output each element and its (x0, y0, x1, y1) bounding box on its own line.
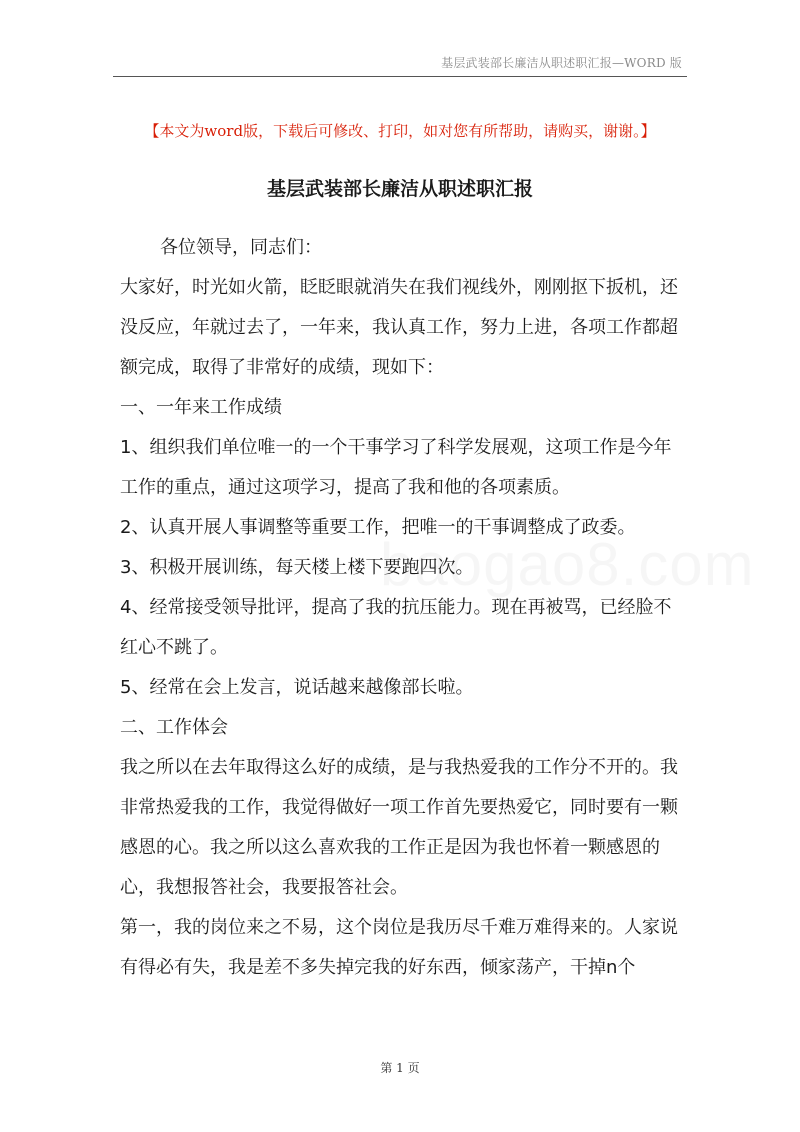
section-heading: 一、一年来工作成绩 (120, 397, 282, 418)
paragraph: 大家好，时光如火箭，眨眨眼就消失在我们视线外，刚刚抠下扳机，还没反应，年就过去了，一年来，我认真工作，努力上进，各项工作都超额完成，取得了非常好的成绩，现如下： (120, 277, 678, 378)
list-item: 1、组织我们单位唯一的一个干事学习了科学发展观，这项工作是今年工作的重点，通过这项学习，提高了我和他的各项素质。 (120, 437, 672, 498)
list-item: 4、经常接受领导批评，提高了我的抗压能力。现在再被骂，已经脸不红心不跳了。 (120, 597, 672, 658)
salutation: 各位领导，同志们： (160, 237, 322, 258)
purchase-notice: 【本文为word版，下载后可修改、打印，如对您有所帮助，请购买，谢谢。】 (144, 122, 656, 140)
header-divider (113, 76, 687, 77)
list-item: 5、经常在会上发言，说话越来越像部长啦。 (120, 677, 474, 698)
paragraph: 第一，我的岗位来之不易，这个岗位是我历尽千难万难得来的。人家说有得必有失，我是差不多失掉完我的好东西，倾家荡产，干掉n个 (120, 917, 678, 978)
list-item: 3、积极开展训练，每天楼上楼下要跑四次。 (120, 557, 474, 578)
running-header: 基层武装部长廉洁从职述职汇报—WORD 版 (441, 56, 682, 70)
document-title: 基层武装部长廉洁从职述职汇报 (266, 178, 533, 200)
document-body (120, 228, 682, 988)
list-item: 2、认真开展人事调整等重要工作，把唯一的干事调整成了政委。 (120, 517, 636, 538)
paragraph: 我之所以在去年取得这么好的成绩，是与我热爱我的工作分不开的。我非常热爱我的工作，我觉得做好一项工作首先要热爱它，同时要有一颗感恩的心。我之所以这么喜欢我的工作正是因为我也怀着一颗感恩的心，我想报答社会，我要报答社会。 (120, 757, 678, 898)
page-number: 第 1 页 (380, 1061, 420, 1075)
section-heading: 二、工作体会 (120, 717, 228, 738)
